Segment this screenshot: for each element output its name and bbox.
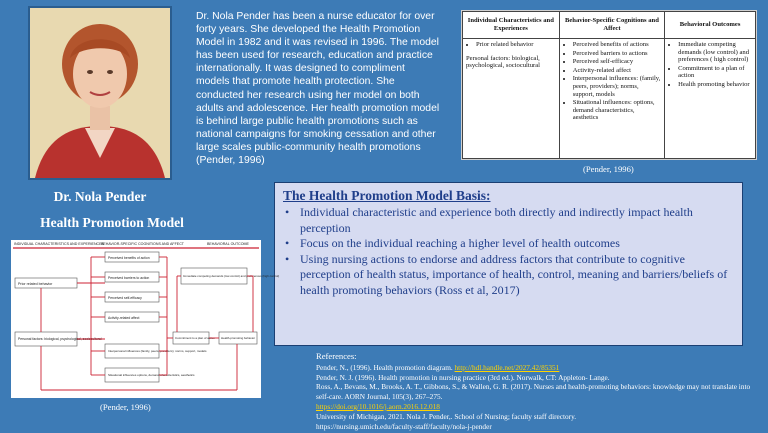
diagram-header: BEHAVIORAL OUTCOME: [207, 242, 249, 246]
list-item: • Situational influences: options, demand characteristics, aesthetics: [573, 99, 661, 122]
diagram-box-label: Health-promoting behavior: [221, 336, 256, 340]
table-cell: [665, 39, 756, 159]
portrait-photo: [28, 6, 172, 180]
list-item: • Activity-related affect: [573, 67, 661, 75]
diagram-source-caption: (Pender, 1996): [100, 402, 151, 412]
reference-item: University of Michigan, 2021. Nola J. Pender,. School of Nursing; faculty staff directory.: [316, 411, 577, 421]
health-promotion-diagram: [11, 240, 280, 398]
list-item: • Interpersonal influences: (family, peers, providers); norms, support, models: [573, 75, 661, 98]
diagram-box-label: Perceived benefits of action: [108, 256, 150, 260]
list-item: • Immediate competing demands (low control) and preferences ( high control): [678, 41, 752, 64]
list-item: Personal factors: biological, psychological, sociocultural: [466, 54, 540, 70]
diagram-header: BEHAVIOR-SPECIFIC COGNITIONS AND AFFECT: [101, 242, 184, 246]
reference-item: [316, 363, 756, 373]
bullet-item: • Individual characteristic and experience both directly and indirectly impact health perception: [300, 205, 732, 236]
table-header: Behavioral Outcomes: [665, 12, 756, 39]
reference-item: https://nursing.umich.edu/faculty-staff/faculty/nola-j-pender: [316, 421, 492, 431]
list-item: • Commitment to a plan of action: [678, 65, 752, 80]
diagram-box-label: Situational influences options, demand characteristics, aesthetics: [108, 373, 195, 377]
model-basis-title: The Health Promotion Model Basis:: [283, 188, 491, 203]
table-source-caption: (Pender, 1996): [583, 164, 634, 174]
bio-paragraph: Dr. Nola Pender has been a nurse educator for over forty years. She developed the Health Promotion Model in 1982 and it was revised in 1996. The model has been used for research, education and practice internationally. It was designed to compliment models that promote health protection. She conducted her research using her model on both adults and adolescence. Her health promotion model is behind large public health promotions such as national campaigns for smoking cessation and other large scales public-community health promotions (Pender, 1996): [196, 11, 440, 167]
bullet-item: • Using nursing actions to endorse and address factors that contribute to cognitive perception of health status, importance of health, control, meaning and barriers/beliefs of health promoting behaviors (Ross et al, 2017): [300, 252, 732, 299]
diagram-box-label: Perceived barriers to action: [108, 276, 150, 280]
portrait-illustration: [30, 8, 170, 178]
reference-item: Ross, A., Bevans, M., Brooks, A. T., Gibbons, S., & Wallen, G. R. (2017). Nurses and health-promoting behaviors: knowledge may not translate into self-care. AORN Journal, 105(3), 267–275.: [316, 382, 751, 402]
diagram-box-label: Interpersonal influences (family, peers, providers); norms, support, models: [108, 349, 207, 353]
reference-item: Pender, N. J. (1996). Health promotion in nursing practice (3rd ed.). Norwalk, CT: Appleton- Lange.: [316, 372, 610, 382]
list-item: • Perceived benefits of actions: [573, 41, 661, 49]
reference-link[interactable]: https://doi.org/10.1016/j.aorn.2016.12.018: [316, 401, 440, 411]
health-promotion-table: [461, 10, 757, 160]
diagram-box-label: Perceived self-efficacy: [108, 296, 142, 300]
list-item: • Perceived self-efficacy: [573, 58, 661, 66]
diagram-box-label: Personal factors: biological, psychological, sociocultural: [18, 337, 102, 341]
diagram-box-label: Commitment to a plan of action: [175, 336, 216, 340]
references-heading: References:: [316, 351, 357, 361]
table-cell: [559, 39, 664, 159]
bullet-item: • Focus on the individual reaching a higher level of health outcomes: [300, 236, 732, 252]
references-section: [316, 352, 756, 431]
diagram-header: INDIVIDUAL CHARACTERISTICS AND EXPERIENCES: [14, 242, 104, 246]
reference-text: Pender, N., (1996). Health promotion diagram.: [316, 362, 455, 372]
model-basis-box: [274, 182, 743, 346]
diagram-box-label: Prior related behavior: [18, 282, 53, 286]
diagram-svg: [11, 240, 280, 398]
reference-link[interactable]: http://hdl.handle.net/2027.42/85351: [454, 362, 560, 372]
diagram-box-label: Immediate competing demands (low control) and preferences (high control): [183, 274, 280, 278]
list-item: • Perceived barriers to actions: [573, 50, 661, 58]
diagram-box-label: Activity-related affect: [108, 316, 140, 320]
name-caption: Dr. Nola Pender: [53, 189, 147, 204]
table-header: Individual Characteristics and Experiences: [463, 12, 560, 39]
table-header: Behavior-Specific Cognitions and Affect: [559, 12, 664, 39]
list-item: • Health promoting behavior: [678, 81, 752, 89]
list-item: • Prior related behavior: [476, 41, 556, 49]
table-cell: [463, 39, 560, 159]
model-caption: Health Promotion Model: [40, 215, 184, 230]
